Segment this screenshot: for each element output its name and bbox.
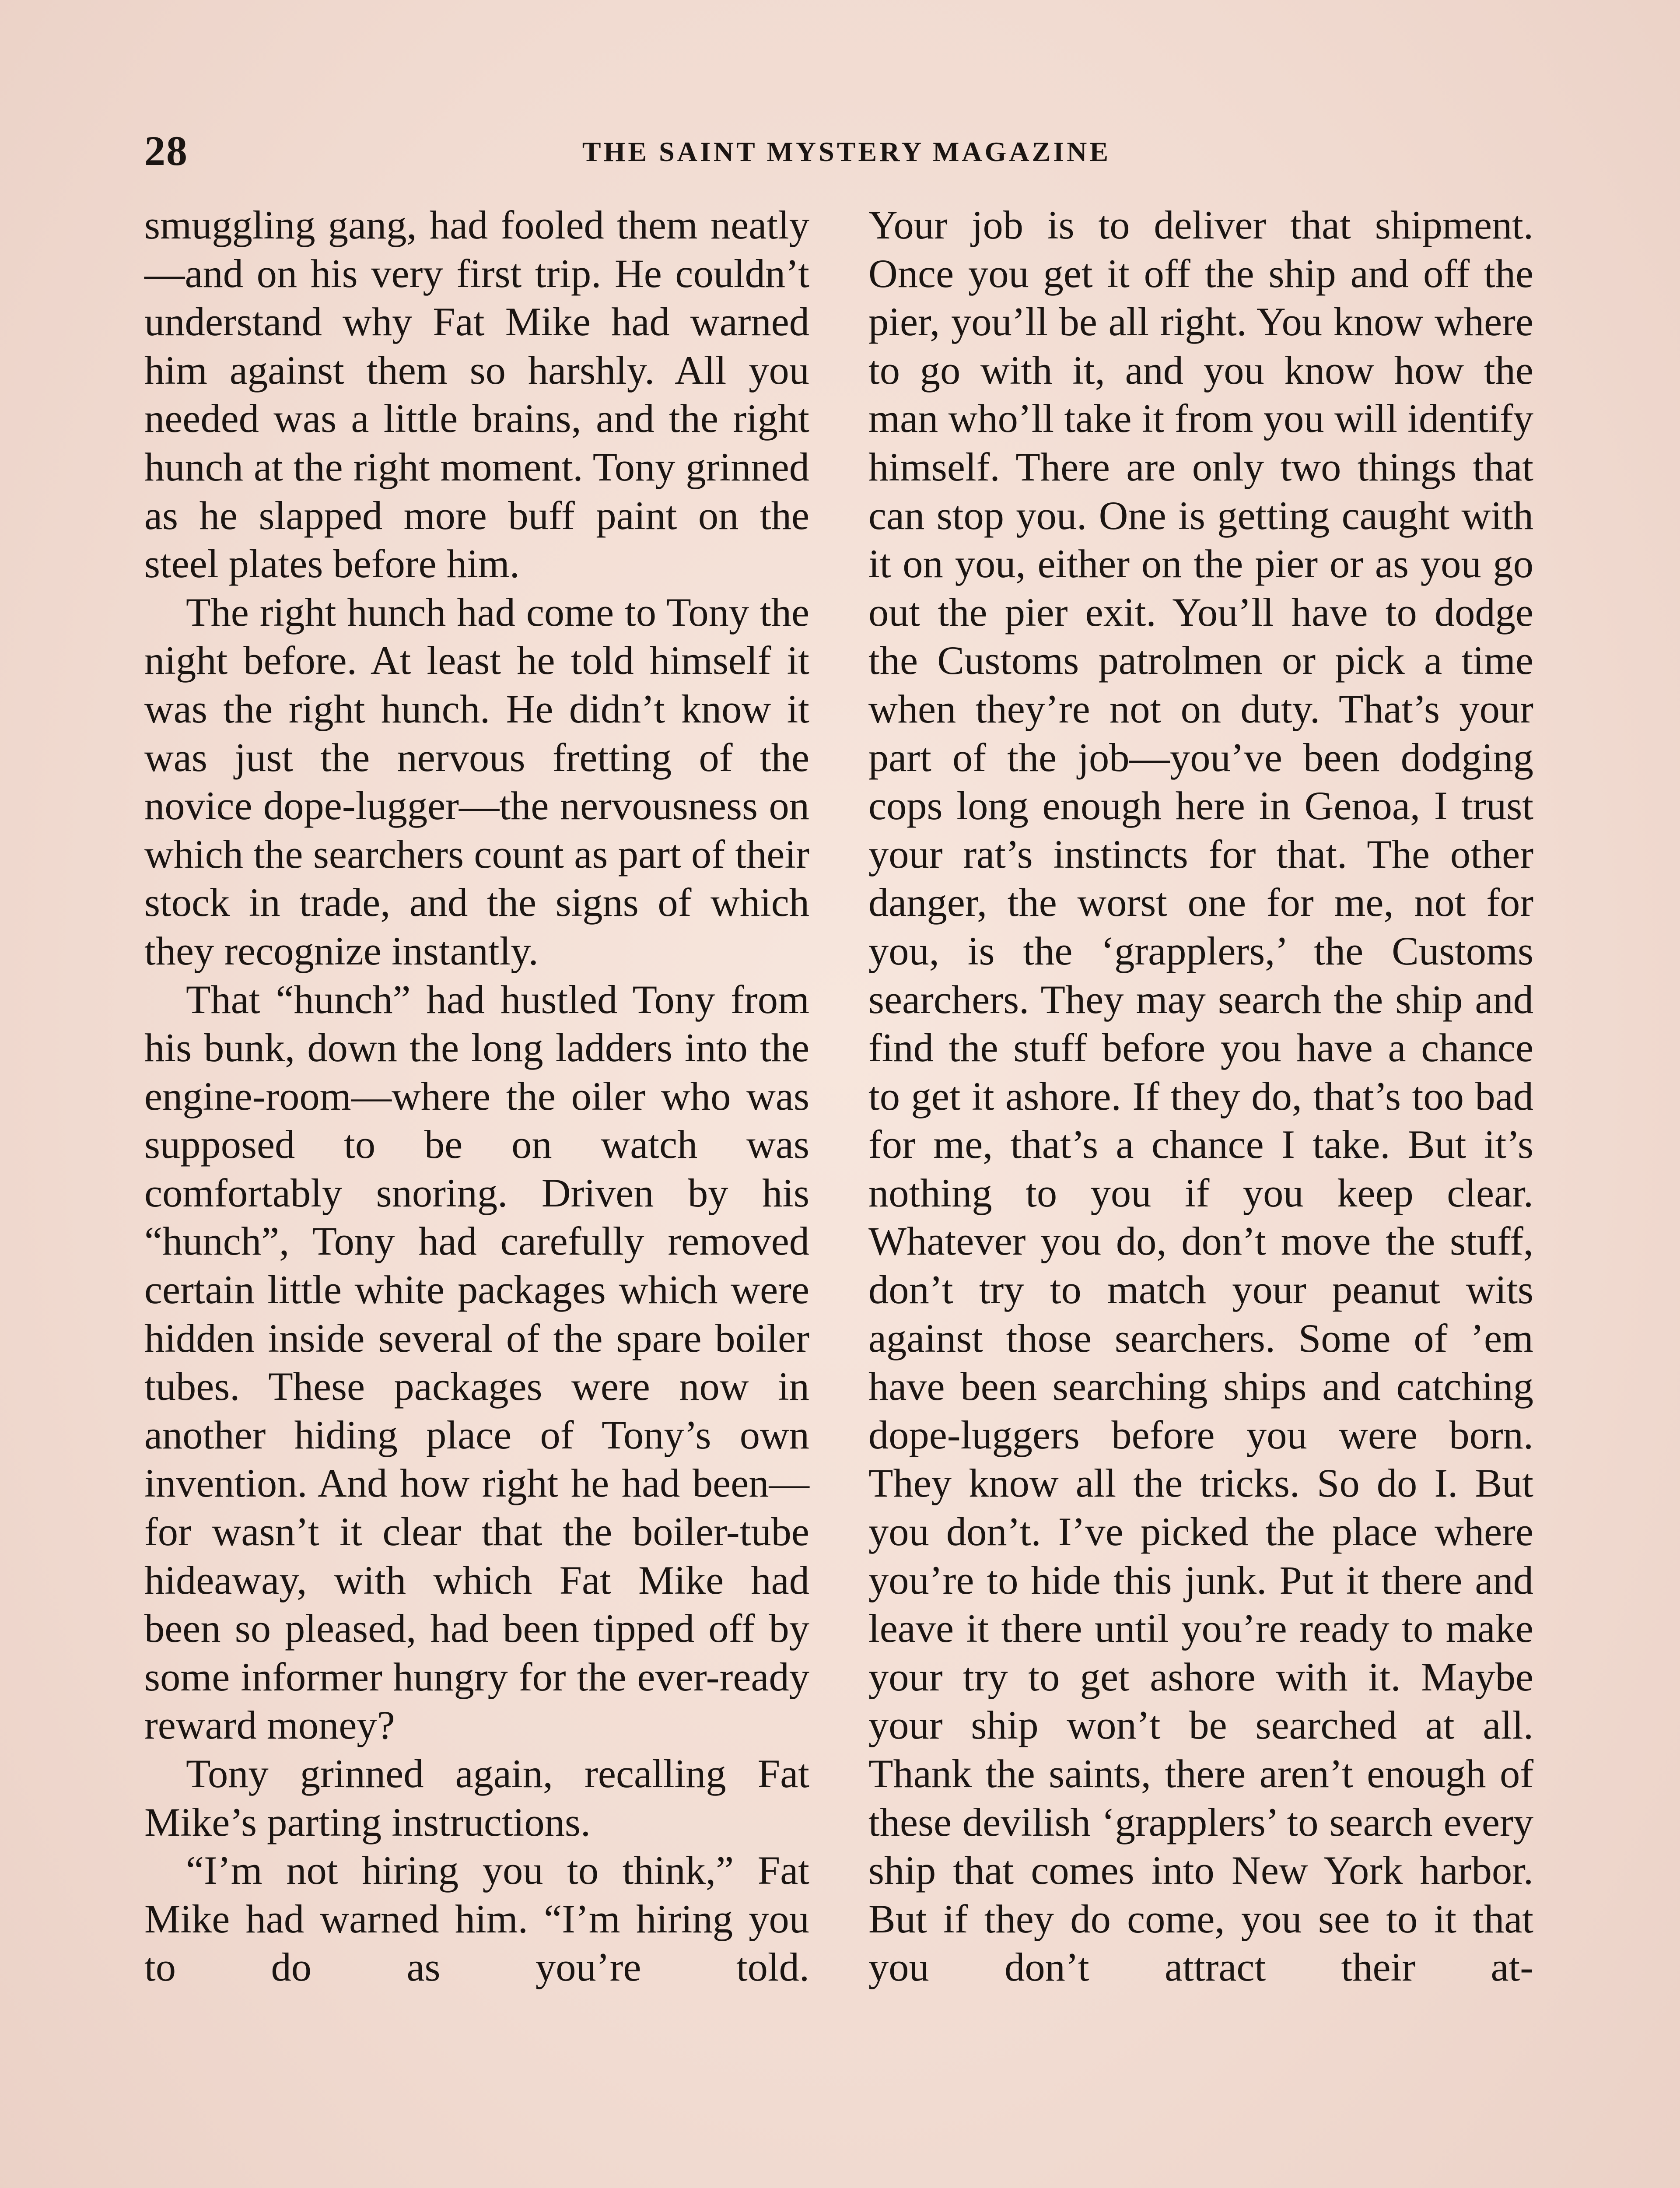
page-number: 28 [144, 127, 188, 174]
paragraph: Your job is to deliver that shipment. Once you get it off the ship and off the pier, you’ll be all right. You know where to go with it, and you know how the man who’ll take it from you will identify himself. There are only two things that can stop you. One is getting caught with it on you, either on the pier or as you go out the pier exit. You’ll have to dodge the Customs patrolmen or pick a time when they’re not on duty. That’s your part of the job—you’ve been dodging cops long enough here in Genoa, I trust your rat’s instincts for that. The other danger, the worst one for me, not for you, is the ‘grapplers,’ the Customs searchers. They may search the ship and find the stuff before you have a chance to get it ashore. If they do, that’s too bad for me, that’s a chance I take. But it’s nothing to you if you keep clear. Whatever you do, don’t move the stuff, don’t try to match your peanut wits against those searchers. Some of ’em have been searching ships and catching dope-luggers before you were born. They know all the tricks. So do I. But you don’t. I’ve picked the place where you’re to hide this junk. Put it there and leave it there until you’re ready to make your try to get ashore with it. Maybe your ship won’t be searched at all. Thank the saints, there aren’t enough of these devilish ‘grapplers’ to search every ship that comes into New York harbor. But if they do come, you see to it that you don’t attract their at- [868, 203, 1533, 1990]
paragraph: Tony grinned again, recalling Fat Mike’s parting instructions. [144, 1752, 809, 1845]
paragraph: “I’m not hiring you to think,” Fat Mike had warned him. “I’m hiring you to do as you’re told. [144, 1848, 809, 1990]
text-column-right [868, 201, 1533, 1992]
text-column-left [144, 201, 809, 1992]
magazine-title: THE SAINT MYSTERY MAGAZINE [582, 136, 1111, 167]
paragraph: The right hunch had come to Tony the night before. At least he told himself it was the right hunch. He didn’t know it was just the nervous fretting of the novice dope-lugger—the nervousness on which the searchers count as part of their stock in trade, and the signs of which they recognize instantly. [144, 590, 809, 974]
running-head [144, 127, 1549, 175]
paragraph: That “hunch” had hustled Tony from his bunk, down the long ladders into the engine-room—where the oiler who was supposed to be on watch was comfortably snoring. Driven by his “hunch”, Tony had carefully removed certain little white packages which were hidden inside several of the spare boiler tubes. These packages were now in another hiding place of Tony’s own invention. And how right he had been—for wasn’t it clear that the boiler-tube hideaway, with which Fat Mike had been so pleased, had been tipped off by some informer hungry for the ever-ready reward money? [144, 977, 809, 1748]
paragraph: smuggling gang, had fooled them neatly—and on his very first trip. He couldn’t understand why Fat Mike had warned him against them so harshly. All you needed was a little brains, and the right hunch at the right moment. Tony grinned as he slapped more buff paint on the steel plates before him. [144, 203, 809, 587]
